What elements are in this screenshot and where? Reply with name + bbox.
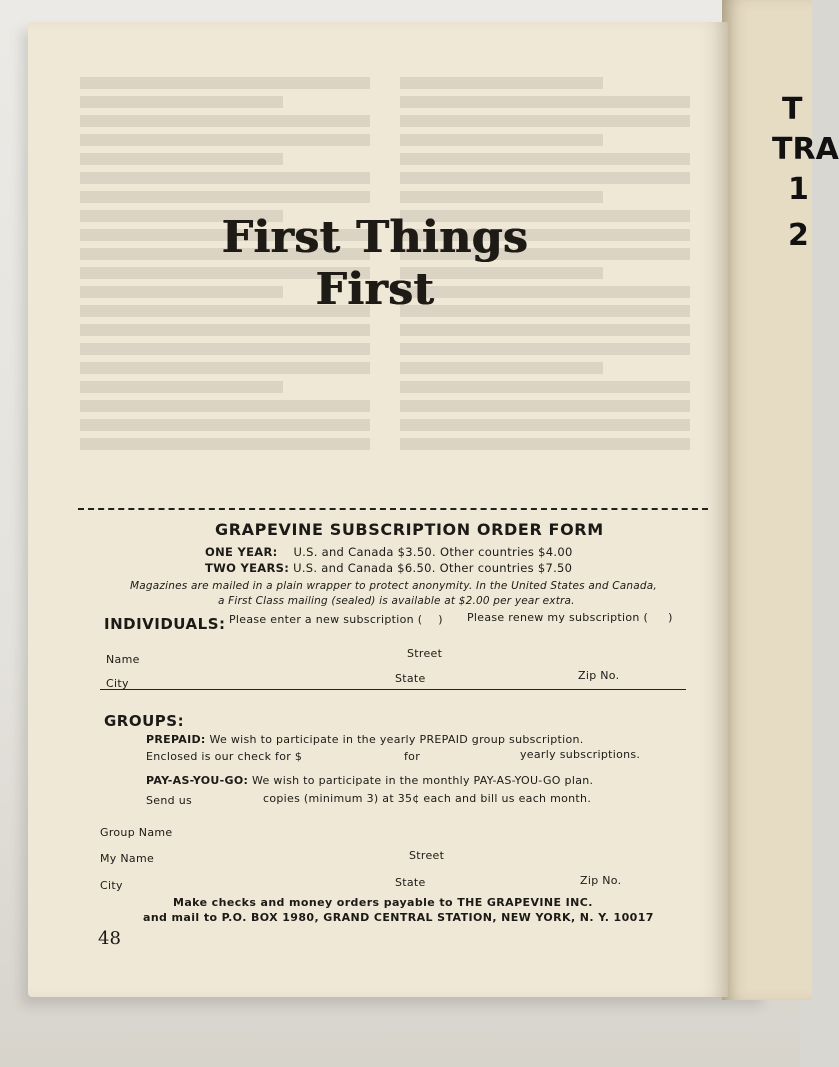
page-number: 48 [98,928,121,949]
individuals-heading: INDIVIDUALS: [104,615,226,633]
headline-line-1: First Things [221,212,529,263]
facing-page-fragment: 1 [788,172,809,207]
copies-field[interactable]: copies (minimum 3) at 35¢ each and bill us each month. [263,792,592,805]
two-years-other-price: Other countries $7.50 [439,561,573,575]
new-subscription-paren: ) [438,613,443,626]
renew-subscription-option[interactable] [467,611,673,624]
individual-name-field[interactable]: Name [106,653,140,666]
renew-subscription-label: Please renew my subscription ( [467,611,649,624]
two-years-us-price: U.S. and Canada $6.50. [293,561,436,575]
section-divider [100,689,686,690]
individual-street-field[interactable]: Street [407,647,443,660]
individual-state-field[interactable]: State [395,672,426,685]
for-label: for [404,750,421,763]
payable-instruction: Make checks and money orders payable to THE GRAPEVINE INC. [173,896,593,909]
facing-page-fragment: TRA [772,132,839,167]
send-us-label: Send us [146,794,193,807]
prepaid-label: PREPAID: [146,733,206,746]
one-year-price-row [205,545,573,559]
new-subscription-label: Please enter a new subscription ( [229,613,423,626]
form-title: GRAPEVINE SUBSCRIPTION ORDER FORM [215,520,604,539]
mailing-note-line-1: Magazines are mailed in a plain wrapper to protect anonymity. In the United States and Canada, [130,580,657,592]
my-name-field[interactable]: My Name [100,852,155,865]
individual-city-field[interactable]: City [106,677,129,690]
prepaid-row[interactable] [146,733,584,746]
groups-heading: GROUPS: [104,712,185,730]
group-street-field[interactable]: Street [409,849,445,862]
group-name-field[interactable]: Group Name [100,826,173,839]
one-year-us-price: U.S. and Canada $3.50. [293,545,437,559]
mailing-note-line-2: a First Class mailing (sealed) is available at $2.00 per year extra. [218,595,575,607]
individual-zip-field[interactable]: Zip No. [578,669,620,682]
new-subscription-option[interactable] [229,613,443,626]
group-city-field[interactable]: City [100,879,123,892]
pay-as-you-go-row[interactable] [146,774,593,787]
facing-page-fragment: T [782,92,803,127]
yearly-subscriptions-field[interactable]: yearly subscriptions. [520,748,641,761]
pay-as-you-go-label: PAY-AS-YOU-GO: [146,774,249,787]
mailing-address: and mail to P.O. BOX 1980, GRAND CENTRAL STATION, NEW YORK, N. Y. 10017 [143,911,654,924]
one-year-other-price: Other countries $4.00 [439,545,573,559]
enclosed-check-field[interactable]: Enclosed is our check for $ [146,750,303,763]
two-years-label: TWO YEARS: [205,561,290,575]
prepaid-text: We wish to participate in the yearly PREPAID group subscription. [209,733,584,746]
one-year-label: ONE YEAR: [205,545,278,559]
headline-line-2: First [315,264,435,315]
group-state-field[interactable]: State [395,876,426,889]
pay-as-you-go-text: We wish to participate in the monthly PAY-AS-YOU-GO plan. [252,774,594,787]
renew-subscription-paren: ) [668,611,673,624]
group-zip-field[interactable]: Zip No. [580,874,622,887]
two-years-price-row [205,561,572,575]
facing-page-fragment: 2 [788,218,809,253]
